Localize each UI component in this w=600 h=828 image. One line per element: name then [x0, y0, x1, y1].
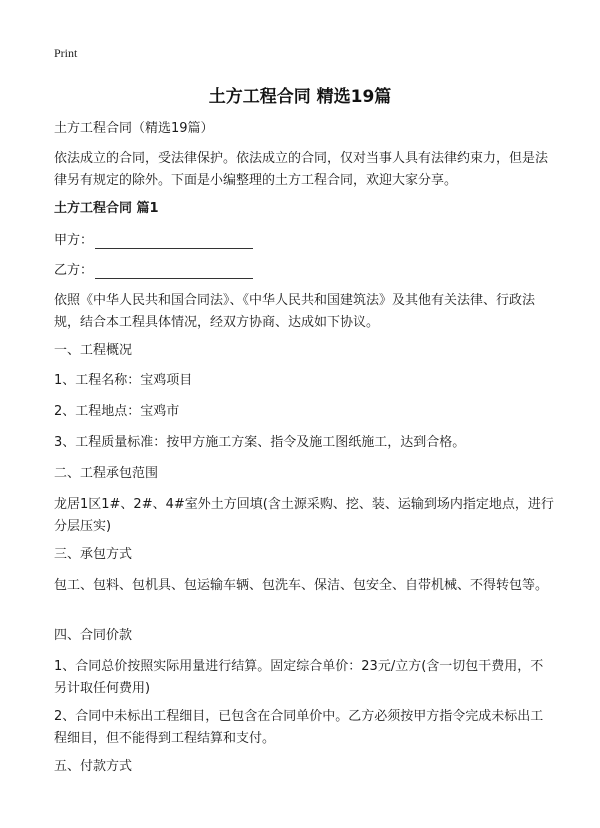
party-b-label: 乙方： — [54, 263, 94, 278]
item-project-name: 1、工程名称：宝鸡项目 — [54, 373, 193, 388]
print-link[interactable]: Print — [54, 46, 78, 60]
page-title: 土方工程合同 精选19篇 — [208, 87, 392, 107]
party-b-blank — [95, 263, 253, 279]
party-a-blank — [95, 233, 253, 249]
party-a-label: 甲方： — [54, 233, 94, 248]
heading-contract-price: 四、合同价款 — [54, 628, 133, 643]
item-quality-standard: 3、工程质量标准：按甲方施工方案、指令及施工图纸施工，达到合格。 — [54, 435, 466, 450]
scope-paragraph: 龙居1区1#、2#、4#室外土方回填(含土源采购、挖、装、运输到场内指定地点，进行分层压实) — [54, 497, 554, 534]
heading-scope: 二、工程承包范围 — [54, 466, 159, 481]
price-item-1: 1、合同总价按照实际用量进行结算。固定综合单价：23元/立方(含一切包干费用，不另计取任何费用) — [54, 659, 544, 696]
section-heading: 土方工程合同 篇1 — [54, 201, 159, 216]
item-project-location: 2、工程地点：宝鸡市 — [54, 404, 180, 419]
heading-contract-method: 三、承包方式 — [54, 547, 133, 562]
party-b-row — [54, 260, 253, 282]
heading-payment-method: 五、付款方式 — [54, 759, 133, 774]
party-a-row — [54, 230, 253, 252]
method-paragraph: 包工、包料、包机具、包运输车辆、包洗车、保洁、包安全、自带机械、不得转包等。 — [54, 578, 549, 593]
intro-paragraph: 依法成立的合同，受法律保护。依法成立的合同，仅对当事人具有法律约束力，但是法律另有规定的除外。下面是小编整理的土方工程合同，欢迎大家分享。 — [54, 151, 549, 188]
heading-project-overview: 一、工程概况 — [54, 343, 133, 358]
basis-paragraph: 依照《中华人民共和国合同法》、《中华人民共和国建筑法》及其他有关法律、行政法规，结合本工程具体情况，经双方协商、达成如下协议。 — [54, 293, 536, 330]
price-item-2: 2、合同中未标出工程细目，已包含在合同单价中。乙方必须按甲方指令完成未标出工程细目，但不能得到工程结算和支付。 — [54, 709, 544, 746]
subtitle: 土方工程合同（精选19篇） — [54, 121, 214, 136]
